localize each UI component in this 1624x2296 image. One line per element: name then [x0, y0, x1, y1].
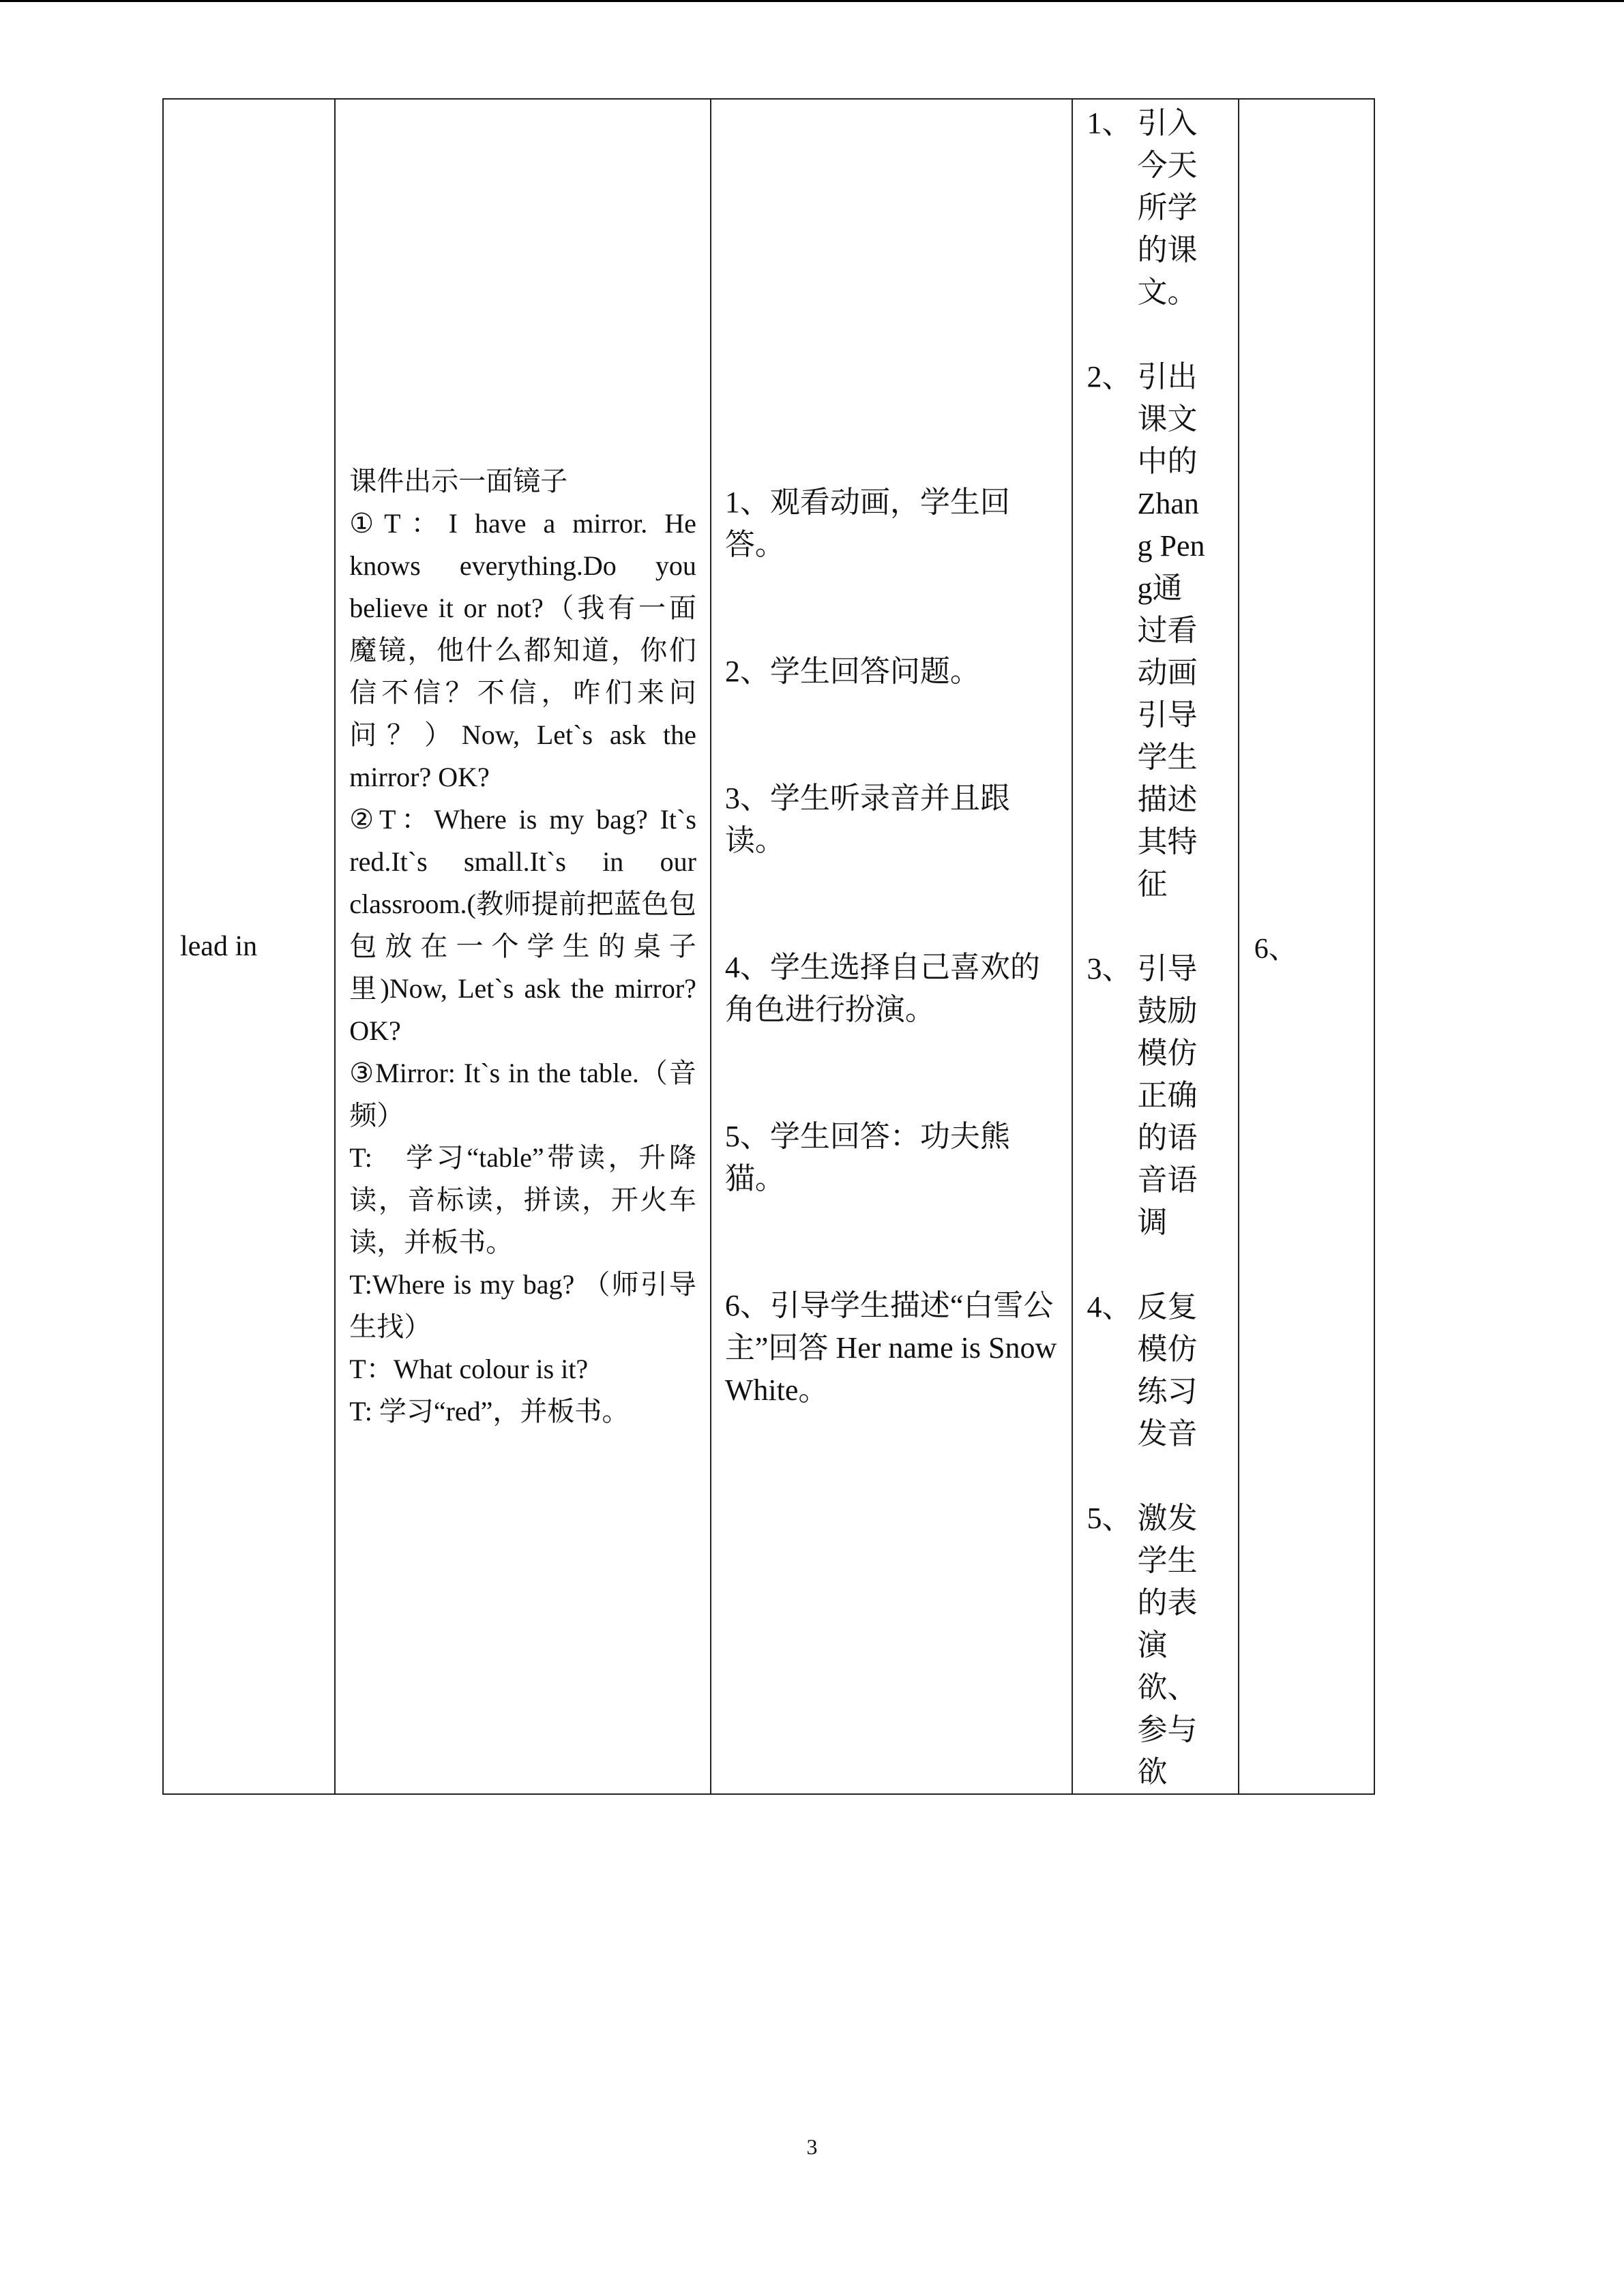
teaching-procedure-cell — [335, 99, 711, 1794]
procedure-line: T: 学习“red”，并板书。 — [349, 1396, 630, 1427]
page-number: 3 — [806, 2134, 818, 2159]
student-activity-cell — [711, 99, 1073, 1794]
activity-item: 3、学生听录音并且跟读。 — [724, 781, 1010, 857]
purpose-text: 反复模仿练习发音 — [1137, 1290, 1198, 1450]
purpose-text: 引导鼓励模仿正确的语音语调 — [1137, 952, 1198, 1239]
activity-item: 5、学生回答：功夫熊猫。 — [724, 1120, 1010, 1195]
procedure-line: T：What colour is it? — [349, 1354, 589, 1384]
procedure-line: ③Mirror: It`s in the table.（音频） — [349, 1058, 696, 1131]
purpose-item — [1087, 356, 1230, 906]
activity-item: 2、学生回答问题。 — [724, 655, 980, 688]
purpose-item — [1087, 102, 1230, 314]
activity-item: 6、引导学生描述“白雪公主”回答 Her name is Snow White。 — [724, 1289, 1057, 1407]
purpose-text: 激发学生的表演欲、参与欲 — [1137, 1502, 1198, 1789]
top-border-line — [0, 0, 1624, 2]
purpose-item — [1087, 948, 1230, 1244]
purpose-number: 1、 — [1087, 106, 1132, 140]
table-row — [163, 99, 1374, 1794]
activity-item: 1、观看动画，学生回答。 — [724, 486, 1010, 561]
stage-cell: lead in — [163, 99, 335, 1794]
procedure-line: ①T：I have a mirror. He knows everything.Do you believe it or not?（我有一面魔镜，他什么都知道，你们信不信？不信，咋们来问问？）Now, Let`s ask the mirror? OK? — [349, 508, 696, 792]
lesson-plan-table — [162, 98, 1375, 1795]
purpose-item — [1087, 1497, 1230, 1793]
purpose-number: 5、 — [1087, 1502, 1132, 1535]
design-purpose-cell — [1072, 99, 1238, 1794]
purpose-text: 引入今天所学的课文。 — [1137, 106, 1198, 309]
purpose-number: 3、 — [1087, 952, 1132, 985]
purpose-text: 引出课文中的Zhang Peng通过看动画引导学生描述其特征 — [1137, 360, 1205, 901]
purpose-number: 2、 — [1087, 360, 1132, 393]
activity-item: 4、学生选择自己喜欢的角色进行扮演。 — [724, 951, 1040, 1026]
purpose-number: 4、 — [1087, 1290, 1132, 1324]
procedure-line: T:Where is my bag? （师引导生找） — [349, 1269, 696, 1342]
procedure-line: ②T：Where is my bag? It`s red.It`s small.It`s in our classroom.(教师提前把蓝色包包放在一个学生的桌子里)Now, Let`s ask the mirror? OK? — [349, 804, 696, 1046]
last-column-cell: 6、 — [1239, 99, 1374, 1794]
procedure-line: 课件出示一面镜子 — [349, 466, 568, 496]
purpose-item — [1087, 1286, 1230, 1455]
procedure-line: T: 学习“table”带读，升降读，音标读，拼读，开火车读，并板书。 — [349, 1142, 696, 1257]
